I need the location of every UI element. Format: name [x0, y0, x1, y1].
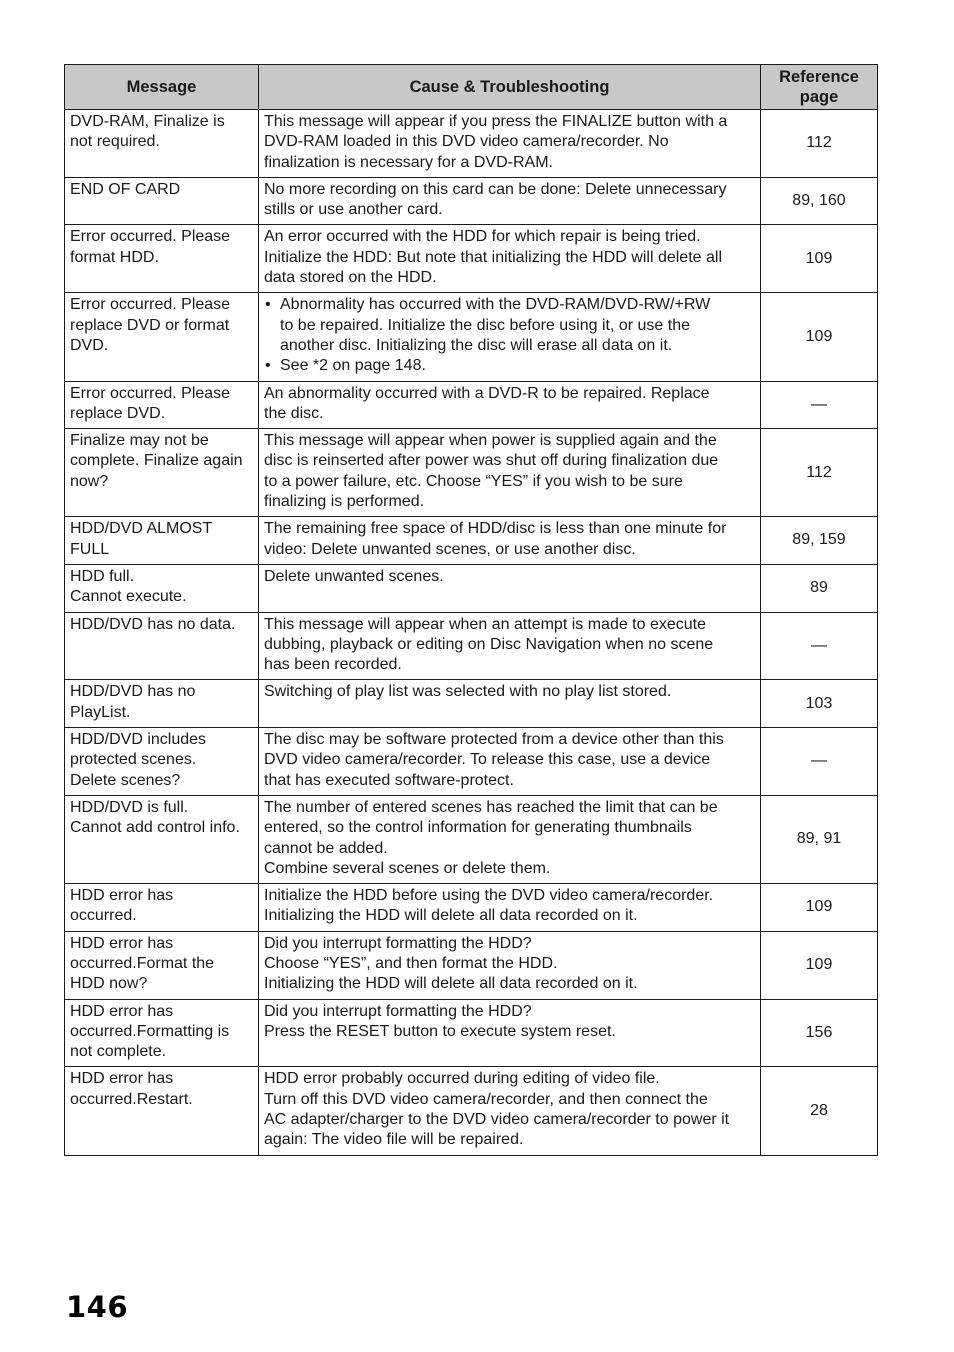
cause-cell	[259, 680, 761, 728]
header-message: Message	[65, 65, 259, 110]
message-text: Finalize may not be	[70, 432, 209, 450]
reference-page-cell: 156	[761, 999, 878, 1067]
cause-text: Initialize the HDD before using the DVD video camera/recorder.	[264, 887, 714, 905]
cause-text: This message will appear if you press the FINALIZE button with a	[264, 113, 728, 130]
cause-text: Did you interrupt formatting the HDD?	[264, 1002, 532, 1020]
cause-cell	[259, 612, 761, 680]
message-text: Cannot add control info.	[70, 819, 240, 837]
reference-page-cell: 89, 91	[761, 795, 878, 883]
reference-page-cell: 109	[761, 225, 878, 293]
message-cell	[65, 999, 259, 1067]
message-text: HDD/DVD has no data.	[70, 615, 236, 633]
reference-page-cell: —	[761, 728, 878, 796]
message-text: protected scenes.	[70, 751, 197, 769]
message-text: occurred.Restart.	[70, 1090, 193, 1108]
message-text: HDD/DVD is full.	[70, 798, 189, 816]
message-text: HDD error has	[70, 1002, 174, 1020]
cause-cell	[259, 429, 761, 517]
message-text: not complete.	[70, 1043, 167, 1061]
cause-text: Switching of play list was selected with no play list stored.	[264, 683, 672, 701]
cause-text: • Abnormality has occurred with the DVD-RAM/DVD-RW/+RW	[280, 296, 711, 314]
table-row	[65, 795, 878, 883]
message-text: Cannot execute.	[70, 588, 187, 606]
table-row	[65, 564, 878, 612]
cause-text: finalization is necessary for a DVD-RAM.	[264, 153, 553, 171]
reference-page-cell: 109	[761, 293, 878, 381]
cause-text: No more recording on this card can be done: Delete unnecessary	[264, 180, 727, 198]
message-text: Error occurred. Please	[70, 228, 231, 246]
table-row	[65, 293, 878, 381]
table-row	[65, 517, 878, 565]
cause-text: • See *2 on page 148.	[280, 357, 426, 375]
cause-text: This message will appear when power is supplied again and the	[264, 432, 717, 450]
cause-text: AC adapter/charger to the DVD video camera/recorder to power it	[264, 1111, 730, 1129]
cause-text: DVD video camera/recorder. To release this case, use a device	[264, 751, 711, 769]
message-text: FULL	[70, 540, 110, 558]
reference-page-cell: 112	[761, 110, 878, 178]
cause-text: An abnormality occurred with a DVD-R to be repaired. Replace	[264, 384, 710, 402]
cause-cell	[259, 564, 761, 612]
cause-text: This message will appear when an attempt is made to execute	[264, 615, 707, 633]
cause-text: Initializing the HDD will delete all data recorded on it.	[264, 975, 638, 993]
page-number: 146	[66, 1290, 129, 1324]
reference-page-cell: 28	[761, 1067, 878, 1155]
message-text: HDD/DVD includes	[70, 731, 207, 749]
message-text: format HDD.	[70, 248, 159, 266]
cause-text: dubbing, playback or editing on Disc Navigation when no scene	[264, 635, 714, 653]
cause-text: another disc. Initializing the disc will erase all data on it.	[280, 336, 673, 354]
message-text: END OF CARD	[70, 180, 181, 198]
cause-cell	[259, 177, 761, 225]
message-cell	[65, 564, 259, 612]
message-cell	[65, 110, 259, 178]
cause-text: The number of entered scenes has reached the limit that can be	[264, 798, 718, 816]
cause-text: HDD error probably occurred during editing of video file.	[264, 1070, 660, 1088]
table-row	[65, 110, 878, 178]
cause-text: Press the RESET button to execute system reset.	[264, 1022, 616, 1040]
cause-text: The disc may be software protected from a device other than this	[264, 731, 724, 749]
cause-text: entered, so the control information for generating thumbnails	[264, 819, 692, 837]
cause-cell	[259, 110, 761, 178]
message-cell	[65, 381, 259, 429]
cause-text: to a power failure, etc. Choose “YES” if you wish to be sure	[264, 472, 683, 490]
message-cell	[65, 612, 259, 680]
cause-cell	[259, 795, 761, 883]
message-text: Delete scenes?	[70, 771, 181, 789]
reference-page-cell: 89	[761, 564, 878, 612]
message-text: HDD error has	[70, 934, 174, 952]
cause-cell	[259, 517, 761, 565]
message-text: complete. Finalize again	[70, 452, 243, 470]
message-text: replace DVD.	[70, 404, 166, 422]
cause-text: data stored on the HDD.	[264, 269, 437, 287]
cause-cell	[259, 293, 761, 381]
message-text: PlayList.	[70, 703, 131, 721]
cause-text: Choose “YES”, and then format the HDD.	[264, 954, 558, 972]
cause-text: the disc.	[264, 404, 324, 422]
message-text: not required.	[70, 133, 160, 151]
message-cell	[65, 517, 259, 565]
reference-page-cell: —	[761, 612, 878, 680]
cause-bullet-list	[264, 295, 756, 376]
cause-text: that has executed software-protect.	[264, 771, 514, 789]
message-cell	[65, 177, 259, 225]
message-text: now?	[70, 472, 109, 490]
cause-text: DVD-RAM loaded in this DVD video camera/recorder. No	[264, 133, 669, 151]
cause-text: An error occurred with the HDD for which repair is being tried.	[264, 228, 701, 246]
cause-text: Combine several scenes or delete them.	[264, 859, 551, 877]
table-row	[65, 381, 878, 429]
cause-text: The remaining free space of HDD/disc is less than one minute for	[264, 520, 727, 538]
cause-cell	[259, 225, 761, 293]
cause-text: to be repaired. Initialize the disc before using it, or use the	[280, 316, 691, 334]
message-cell	[65, 1067, 259, 1155]
message-table	[64, 64, 878, 1156]
table-row	[65, 999, 878, 1067]
message-cell	[65, 225, 259, 293]
message-text: Error occurred. Please	[70, 296, 231, 314]
message-text: occurred.Formatting is	[70, 1022, 230, 1040]
message-text: HDD full.	[70, 567, 135, 585]
message-cell	[65, 680, 259, 728]
message-text: HDD/DVD has no	[70, 683, 196, 701]
table-row	[65, 225, 878, 293]
cause-text: finalizing is performed.	[264, 493, 425, 511]
cause-text: again: The video file will be repaired.	[264, 1131, 524, 1149]
message-cell	[65, 931, 259, 999]
cause-text: Turn off this DVD video camera/recorder, and then connect the	[264, 1090, 708, 1108]
message-cell	[65, 795, 259, 883]
message-text: HDD now?	[70, 975, 148, 993]
message-text: DVD-RAM, Finalize is	[70, 113, 225, 130]
message-text: HDD error has	[70, 887, 174, 905]
cause-text: Initializing the HDD will delete all data recorded on it.	[264, 907, 638, 925]
cause-text: has been recorded.	[264, 656, 402, 674]
table-body	[65, 110, 878, 1156]
cause-text: stills or use another card.	[264, 201, 443, 219]
message-cell	[65, 884, 259, 932]
cause-bullet-item	[264, 295, 756, 356]
cause-cell	[259, 999, 761, 1067]
reference-page-cell: 89, 159	[761, 517, 878, 565]
cause-cell	[259, 1067, 761, 1155]
reference-page-cell: 89, 160	[761, 177, 878, 225]
reference-page-cell: 109	[761, 884, 878, 932]
reference-page-cell: 112	[761, 429, 878, 517]
cause-bullet-item	[264, 356, 756, 376]
message-text: HDD/DVD ALMOST	[70, 520, 213, 538]
message-text: HDD error has	[70, 1070, 174, 1088]
header-cause: Cause & Troubleshooting	[259, 65, 761, 110]
table-row	[65, 177, 878, 225]
reference-page-cell: 103	[761, 680, 878, 728]
cause-text: Initialize the HDD: But note that initializing the HDD will delete all	[264, 248, 722, 266]
message-cell	[65, 293, 259, 381]
cause-cell	[259, 931, 761, 999]
cause-text: video: Delete unwanted scenes, or use another disc.	[264, 540, 636, 558]
table-row	[65, 1067, 878, 1155]
cause-text: Delete unwanted scenes.	[264, 567, 444, 585]
message-text: occurred.	[70, 907, 137, 925]
table-header-row	[65, 65, 878, 110]
cause-text: disc is reinserted after power was shut off during finalization due	[264, 452, 719, 470]
table-row	[65, 612, 878, 680]
message-cell	[65, 728, 259, 796]
message-text: Error occurred. Please	[70, 384, 231, 402]
table-row	[65, 728, 878, 796]
cause-cell	[259, 884, 761, 932]
cause-text: Did you interrupt formatting the HDD?	[264, 934, 532, 952]
table-row	[65, 931, 878, 999]
reference-page-cell: 109	[761, 931, 878, 999]
table-row	[65, 680, 878, 728]
cause-cell	[259, 728, 761, 796]
message-cell	[65, 429, 259, 517]
header-reference: Reference page	[761, 65, 878, 110]
cause-text: cannot be added.	[264, 839, 388, 857]
table-row	[65, 429, 878, 517]
reference-page-cell: —	[761, 381, 878, 429]
table-row	[65, 884, 878, 932]
message-text: occurred.Format the	[70, 954, 215, 972]
cause-cell	[259, 381, 761, 429]
message-text: replace DVD or format	[70, 316, 230, 334]
message-text: DVD.	[70, 336, 109, 354]
